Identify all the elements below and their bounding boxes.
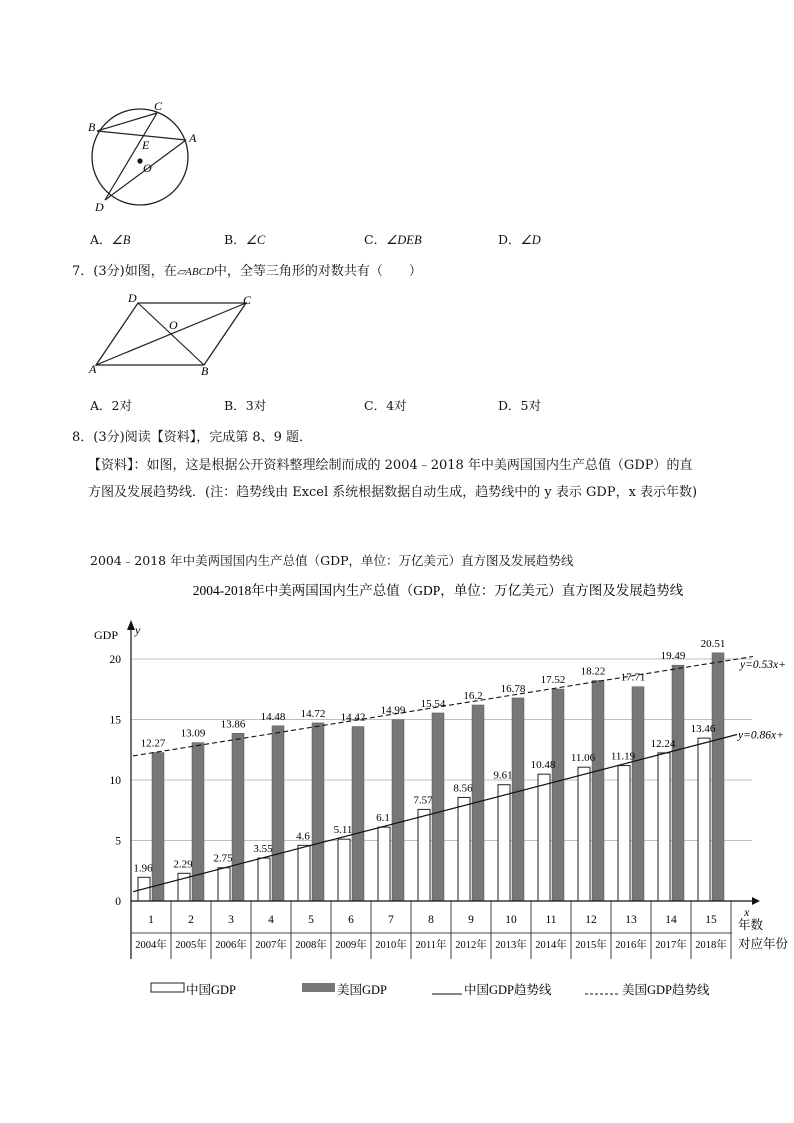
data-label-china: 11.19 (610, 750, 636, 763)
data-label-usa: 16.78 (500, 682, 526, 695)
option-text: ∠DEB (386, 233, 422, 247)
option-text: ∠B (111, 233, 131, 247)
option-text: 2对 (111, 398, 132, 413)
bar-china (298, 845, 310, 901)
q6-option-c[interactable] (364, 230, 422, 248)
data-label-usa: 19.49 (660, 650, 686, 663)
option-text: ∠D (520, 233, 541, 247)
year-label: 2009年 (335, 940, 367, 951)
label-C: C (243, 293, 252, 307)
legend (151, 982, 710, 997)
gdp-chart (0, 570, 794, 1020)
bar-china (458, 797, 470, 901)
data-label-usa: 15.54 (420, 697, 446, 710)
x-tick-label: 7 (388, 914, 394, 926)
year-label: 2018年 (695, 940, 727, 951)
year-label: 2007年 (255, 940, 287, 951)
bar-china (218, 868, 230, 901)
x-tick-label: 2 (188, 914, 194, 926)
legend-label-china-trend: 中国GDP趋势线 (464, 983, 552, 997)
year-label: 2008年 (295, 940, 327, 951)
option-letter: C． (364, 232, 387, 247)
year-label: 2017年 (655, 940, 687, 951)
bar-usa (552, 689, 564, 901)
x-axis-variable: x (744, 905, 750, 919)
q8-stem: 8．(3分)阅读【资料】，完成第 8、9 题． (72, 430, 312, 445)
label-A: A (89, 362, 97, 376)
option-letter: D． (498, 398, 521, 413)
q7-option-a[interactable] (90, 396, 132, 414)
data-label-china: 10.48 (530, 759, 556, 772)
data-label-china: 2.75 (213, 852, 233, 865)
year-label: 2005年 (175, 940, 207, 951)
data-label-china: 9.61 (493, 769, 513, 782)
bar-china (418, 809, 430, 901)
bar-usa (712, 653, 724, 901)
circle-figure (84, 95, 214, 220)
data-label-usa: 14.48 (260, 710, 286, 723)
data-label-usa: 17.71 (620, 671, 646, 684)
year-label: 2011年 (415, 940, 447, 951)
data-label-china: 2.29 (173, 858, 193, 871)
bar-china (578, 767, 590, 901)
option-text: 3对 (245, 398, 267, 413)
option-letter: D． (498, 232, 521, 247)
x-tick-label: 12 (585, 914, 597, 926)
data-label-usa: 14.72 (300, 707, 326, 720)
bar-usa (312, 723, 324, 901)
q7-stem: 7．(3分)如图，在▱ABCD中，全等三角形的对数共有（ ） (72, 264, 422, 279)
x-tick-label: 11 (545, 914, 557, 926)
chart-title: 2004-2018年中美两国国内生产总值（GDP，单位：万亿美元）直方图及发展趋势线 (192, 583, 684, 598)
data-label-usa: 13.86 (220, 718, 246, 731)
q6-option-b[interactable] (224, 230, 265, 248)
q7-option-b[interactable] (224, 396, 266, 414)
label-B: B (88, 120, 96, 134)
x-tick-label: 10 (505, 914, 517, 926)
y-tick-label: 0 (115, 896, 121, 908)
label-O: O (143, 161, 152, 175)
bar-china (698, 738, 710, 901)
option-text: ∠C (245, 233, 266, 247)
option-letter: C． (364, 398, 387, 413)
data-label-china: 12.24 (650, 737, 676, 750)
year-label: 2015年 (575, 940, 607, 951)
trendline-china-equation: y=0.86x+ (738, 729, 784, 742)
y-tick-label: 10 (109, 775, 121, 787)
x-tick-label: 5 (308, 914, 314, 926)
label-O: O (169, 318, 178, 332)
q8-material-line-2: 方图及发展趋势线．(注：趋势线由 Excel 系统根据数据自动生成，趋势线中的 y 表示 GDP，x 表示年数) (88, 485, 698, 500)
legend-label-usa-trend: 美国GDP趋势线 (622, 983, 710, 997)
data-label-usa: 14.42 (340, 711, 366, 724)
year-label: 2012年 (455, 940, 487, 951)
q7-option-c[interactable] (364, 396, 407, 414)
data-label-usa: 20.51 (700, 637, 726, 650)
q8-number: 8．(3分) (72, 430, 125, 445)
q6-option-a[interactable] (90, 230, 130, 248)
data-label-china: 3.55 (253, 843, 273, 856)
year-label: 2013年 (495, 940, 527, 951)
option-letter: A． (90, 398, 112, 413)
bar-usa (352, 727, 364, 901)
label-A: A (189, 131, 197, 145)
bar-usa (232, 733, 244, 901)
label-B: B (201, 364, 209, 378)
legend-label-china: 中国GDP (186, 983, 237, 997)
x-tick-label: 6 (348, 914, 354, 926)
q7-option-d[interactable] (498, 396, 541, 414)
x-tick-label: 8 (428, 914, 434, 926)
bar-china (618, 766, 630, 901)
x-tick-label: 3 (228, 914, 234, 926)
option-letter: B． (224, 232, 246, 247)
x-tick-label: 15 (705, 914, 717, 926)
data-label-china: 5.11 (333, 824, 353, 837)
option-text: 4对 (386, 398, 407, 413)
y-tick-label: 20 (109, 654, 121, 666)
year-label: 2004年 (135, 940, 167, 951)
bar-usa (512, 698, 524, 901)
data-label-usa: 13.09 (180, 727, 206, 740)
year-label: 2006年 (215, 940, 247, 951)
bar-china (538, 774, 550, 901)
year-label: 2010年 (375, 940, 407, 951)
x-tick-label: 14 (665, 914, 677, 926)
data-label-china: 4.6 (296, 830, 310, 843)
data-label-usa: 17.52 (540, 674, 566, 687)
bar-usa (272, 726, 284, 901)
parallelogram-figure (86, 290, 266, 380)
data-label-china: 6.1 (376, 812, 390, 825)
year-label: 2014年 (535, 940, 567, 951)
x-tick-label: 1 (148, 914, 154, 926)
x-axis-arrow (752, 897, 760, 905)
trendline-usa-equation: y=0.53x+ (740, 659, 786, 672)
q8-material-line-1: 【资料】：如图，这是根据公开资料整理绘制而成的 2004﹣2018 年中美两国国内生产总值（GDP）的直 (88, 458, 693, 473)
y-tick-label: 15 (109, 714, 121, 727)
q6-option-d[interactable] (498, 230, 541, 248)
option-letter: A． (90, 232, 112, 247)
y-axis-variable: y (135, 623, 141, 637)
q7-number: 7．(3分) (72, 264, 125, 279)
bar-china (338, 839, 350, 901)
data-label-usa: 18.22 (580, 665, 606, 678)
bar-usa (632, 687, 644, 901)
parallelogram-symbol: ▱ABCD (176, 266, 214, 278)
label-C: C (154, 99, 163, 113)
bar-china (258, 858, 270, 901)
x-axis-label: 年数 (738, 918, 764, 932)
bar-usa (152, 753, 164, 901)
legend-label-usa: 美国GDP (337, 983, 388, 997)
legend-swatch-china (151, 983, 184, 992)
data-label-china: 13.46 (690, 723, 716, 736)
bar-usa (592, 681, 604, 901)
x-tick-label: 13 (625, 914, 637, 926)
data-label-china: 7.57 (413, 794, 433, 807)
y-tick-label: 5 (115, 835, 121, 848)
bar-usa (392, 720, 404, 901)
data-label-china: 8.56 (453, 782, 473, 795)
label-E: E (142, 138, 150, 152)
option-letter: B． (224, 398, 246, 413)
figure-caption: 2004﹣2018 年中美两国国内生产总值（GDP，单位：万亿美元）直方图及发展趋势线 (90, 553, 574, 568)
label-D: D (128, 291, 137, 305)
data-label-china: 1.96 (133, 862, 153, 875)
option-text: 5对 (520, 398, 541, 413)
y-axis-label: GDP (94, 628, 119, 642)
label-D: D (95, 200, 104, 214)
year-label: 2016年 (615, 940, 647, 951)
x-tick-label: 9 (468, 914, 474, 926)
bar-china (658, 753, 670, 901)
legend-swatch-usa (302, 983, 335, 992)
x-axis-label-year: 对应年份 (738, 937, 789, 951)
bar-usa (672, 665, 684, 901)
x-tick-label: 4 (268, 914, 274, 926)
data-label-china: 11.06 (570, 752, 596, 765)
data-label-usa: 14.99 (380, 704, 406, 717)
data-label-usa: 16.2 (463, 689, 483, 702)
bar-china (378, 827, 390, 901)
bar-china (498, 785, 510, 901)
y-axis-arrow (127, 620, 135, 630)
bar-usa (192, 743, 204, 901)
data-label-usa: 12.27 (140, 737, 166, 750)
bar-usa (432, 713, 444, 901)
